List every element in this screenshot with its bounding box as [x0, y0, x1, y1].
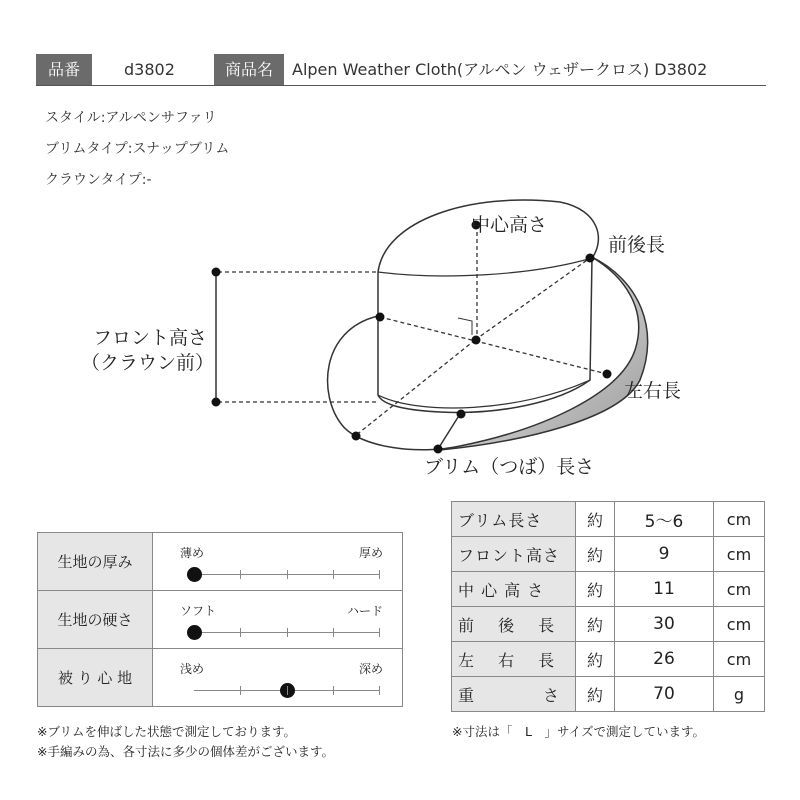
scale-tick	[379, 686, 380, 695]
measurement-row	[452, 642, 765, 677]
scale-low-label: 薄め	[180, 546, 205, 560]
fabric-row-fit	[38, 649, 403, 707]
scale-tick	[287, 686, 288, 695]
measurement-row	[452, 572, 765, 607]
scale-low-label: ソフト	[180, 604, 217, 618]
label-front-height: フロント高さ	[93, 327, 208, 349]
measurement-unit: cm	[714, 572, 765, 607]
measurement-row	[452, 607, 765, 642]
spec-crown-type: クラウンタイプ:-	[45, 172, 152, 188]
measurement-approx: 約	[576, 537, 615, 572]
spec-style: スタイル:アルペンサファリ	[45, 110, 217, 126]
note-handmade: ※手編みの為、各寸法に多少の個体差がございます。	[37, 744, 334, 759]
measurement-value: 26	[615, 642, 714, 677]
measurement-label: 前 後 長	[452, 607, 576, 642]
scale-tick	[240, 628, 241, 637]
label-front-back: 前後長	[608, 234, 666, 256]
measurement-approx: 約	[576, 607, 615, 642]
measurement-approx: 約	[576, 677, 615, 712]
measurement-unit: cm	[714, 607, 765, 642]
scale-tick	[379, 628, 380, 637]
label-left-right: 左右長	[624, 380, 682, 402]
measurement-label: 重 さ	[452, 677, 576, 712]
scale-tick	[287, 628, 288, 637]
measurement-row	[452, 502, 765, 537]
measurement-value: 11	[615, 572, 714, 607]
scale-tick	[379, 570, 380, 579]
measurement-label: ブリム長さ	[452, 502, 576, 537]
scale-tick	[240, 686, 241, 695]
measurement-label: 中 心 高 さ	[452, 572, 576, 607]
measurement-approx: 約	[576, 572, 615, 607]
fabric-table	[37, 532, 403, 707]
scale-tick	[333, 628, 334, 637]
scale-indicator	[187, 625, 202, 640]
scale-tick	[287, 570, 288, 579]
measurement-approx: 約	[576, 642, 615, 677]
measurement-unit: g	[714, 677, 765, 712]
spec-brim-type: ブリムタイプ:スナップブリム	[45, 141, 230, 157]
measurement-value: 30	[615, 607, 714, 642]
scale-tick	[333, 570, 334, 579]
fabric-row-thickness	[38, 533, 403, 591]
product-no: d3802	[124, 60, 175, 79]
measurement-unit: cm	[714, 502, 765, 537]
hat-diagram	[0, 180, 800, 500]
product-name: Alpen Weather Cloth(アルペン ウェザークロス) D3802	[292, 60, 708, 79]
label-center-height: 中心高さ	[471, 214, 548, 236]
product-no-label: 品番	[36, 54, 92, 85]
label-front-height-sub: （クラウン前）	[81, 352, 215, 374]
measurement-value: 5～6	[615, 502, 714, 537]
measurement-value: 70	[615, 677, 714, 712]
measurement-table	[451, 501, 765, 712]
fabric-label: 被 り 心 地	[38, 649, 153, 707]
scale-tick	[240, 570, 241, 579]
measurement-row	[452, 537, 765, 572]
measurement-value: 9	[615, 537, 714, 572]
scale-high-label: ハード	[346, 604, 383, 618]
product-name-label: 商品名	[214, 54, 284, 85]
header-divider	[36, 85, 766, 86]
scale-indicator	[187, 567, 202, 582]
measurement-label: フロント高さ	[452, 537, 576, 572]
fabric-label: 生地の硬さ	[38, 591, 153, 649]
measurement-unit: cm	[714, 642, 765, 677]
note-brim: ※ブリムを伸ばした状態で測定しております。	[37, 724, 296, 739]
measurement-approx: 約	[576, 502, 615, 537]
scale-low-label: 浅め	[180, 662, 205, 676]
measurement-row	[452, 677, 765, 712]
fabric-row-stiffness	[38, 591, 403, 649]
measurement-label: 左 右 長	[452, 642, 576, 677]
measurement-unit: cm	[714, 537, 765, 572]
thickness-scale	[154, 534, 401, 589]
fit-scale	[154, 650, 401, 705]
scale-high-label: 深め	[358, 662, 383, 676]
label-brim-length: ブリム（つば）長さ	[424, 456, 595, 478]
scale-tick	[333, 686, 334, 695]
stiffness-scale	[154, 592, 401, 647]
fabric-label: 生地の厚み	[38, 533, 153, 591]
scale-high-label: 厚め	[358, 546, 383, 560]
note-size: ※寸法は「 L 」サイズで測定しています。	[452, 724, 705, 739]
